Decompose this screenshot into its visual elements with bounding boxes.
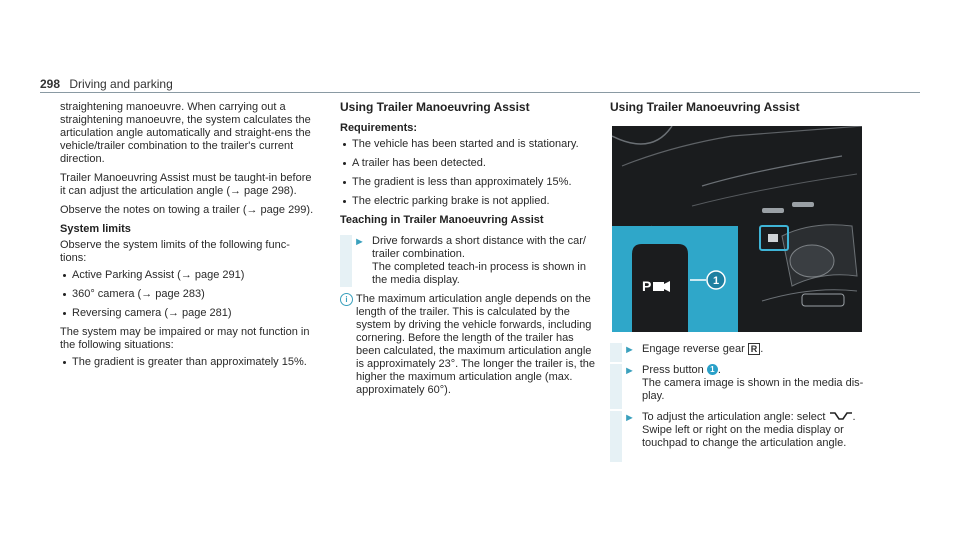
note-text: The maximum articulation angle depends on the length of the trailer. This is calculated by the system by driving the vehicle forwards, including cornering. Before the length of the trailer has been calculated, the maximum articulation angle is approximately 23°. The longer the trailer is, the higher the maximum articulation angle (max. approximately 60°). [356,293,595,396]
step: ► Press button 1 . The camera image is shown in the media dis-play. [610,364,880,409]
list-item: The gradient is less than approximately 15%. [340,176,600,189]
intro-text: straightening manoeuvre. When carrying out a straightening manoeuvre, the system calculates the articulation angle automatically and straight-ens the vehicle/trailer combination to the trailer's current direction. [60,101,311,165]
requirements-heading: Requirements: [340,122,418,134]
arrow-right-icon: ► [624,412,635,424]
step: ► To adjust the articulation angle: select . Swipe left or right on the media display or touchpad to change the articulation angle. [610,411,880,462]
info-note [340,293,600,397]
impaired-text: The system may be impaired or may not function in the following situations: [60,326,310,351]
step-text-2: The completed teach-in process is shown in the media display. [372,261,586,286]
list-item: The gradient is greater than approximately 15%. [60,356,315,369]
section-title: Driving and parking [69,77,173,91]
teach-in-note: Trailer Manoeuvring Assist must be taught-in before it can adjust the articulation angle (→ page 298). [60,172,312,197]
step-text: Press button [642,364,704,376]
step-text-2: The camera image is shown in the media dis-play. [642,377,864,402]
page-number: 298 [40,77,61,91]
step [340,235,600,287]
system-limits-list [60,269,315,320]
step-bar [340,235,352,287]
arrow-right-icon: ► [624,365,635,377]
step-bar [610,343,622,362]
column-3-steps [610,343,880,468]
column-2 [340,101,600,397]
step-text: Engage reverse gear [642,343,745,355]
articulation-angle-icon [829,411,853,421]
column-3 [610,101,880,122]
step: ► Engage reverse gear R . [610,343,880,362]
console-illustration [612,126,862,332]
system-limits-heading: System limits [60,223,131,235]
system-limits-intro: Observe the system limits of the following func-tions: [60,239,290,264]
arrow-right-icon: ► [624,344,635,356]
list-item: The vehicle has been started and is stationary. [340,138,600,151]
svg-text:P: P [642,278,652,294]
section-heading: Using Trailer Manoeuvring Assist [340,100,530,114]
page-header [40,77,173,91]
column-1 [60,101,315,375]
list-item[interactable]: Reversing camera (→ page 281) [60,307,315,320]
teach-in-heading: Teaching in Trailer Manoeuvring Assist [340,214,544,226]
header-rule [40,92,920,93]
step-bar [610,364,622,409]
list-item: A trailer has been detected. [340,157,600,170]
reverse-gear-icon: R [748,343,761,355]
list-item[interactable]: 360° camera (→ page 283) [60,288,315,301]
list-item[interactable]: Active Parking Assist (→ page 291) [60,269,315,282]
step-text: Drive forwards a short distance with the car/ trailer combination. [372,235,586,260]
button-1-badge: 1 [707,364,718,375]
callout-1-label: 1 [712,275,720,287]
list-item: The electric parking brake is not applied. [340,195,600,208]
info-icon: i [340,293,353,306]
arrow-right-icon: ► [354,236,365,248]
requirements-list [340,138,600,208]
step-bar [610,411,622,462]
step-text: To adjust the articulation angle: select [642,411,826,423]
center-console-figure [612,126,862,332]
impaired-list [60,356,315,369]
step-text-2: Swipe left or right on the media display or touchpad to change the articulation angle. [642,424,847,449]
towing-note: Observe the notes on towing a trailer (→ page 299). [60,204,314,216]
section-heading: Using Trailer Manoeuvring Assist [610,100,800,114]
